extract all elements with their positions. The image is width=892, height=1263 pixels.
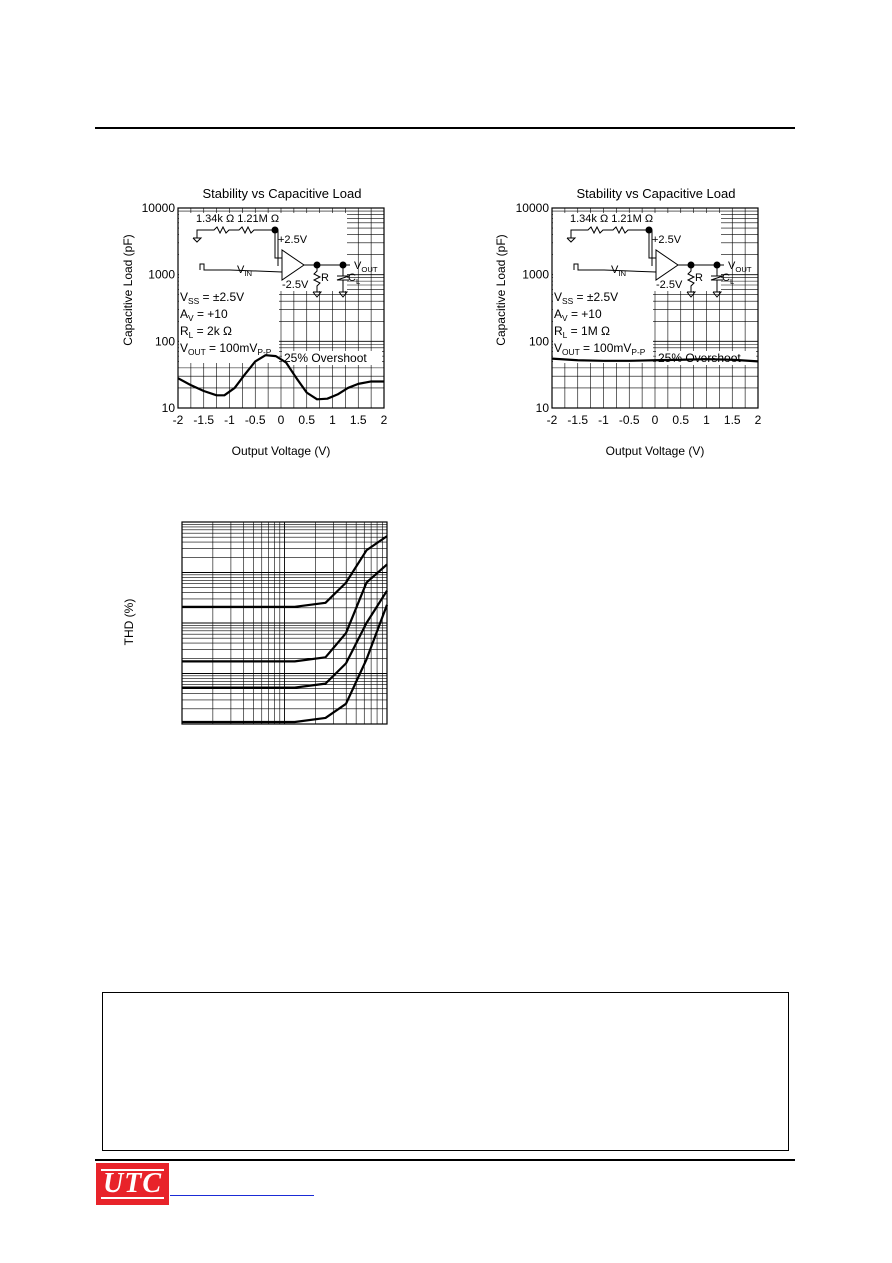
x-tick-label: 0.5 <box>298 413 316 427</box>
overshoot-annotation: 25% Overshoot <box>658 351 741 365</box>
load-capacitor-label: $C_L$ <box>348 272 361 286</box>
x-tick-label: 0 <box>277 413 285 427</box>
chart-2-xlabel: Output Voltage (V) <box>605 444 705 458</box>
chart-2-plot <box>514 200 774 450</box>
y-tick-label: 10 <box>535 401 549 415</box>
x-tick-label: -2 <box>546 413 558 427</box>
chart-3-ylabel: THD (%) <box>122 598 136 646</box>
header-rule <box>95 127 795 129</box>
chart-2-title: Stability vs Capacitive Load <box>576 186 736 201</box>
y-tick-label: 10 <box>161 401 175 415</box>
condition-line: $V_{OUT} = 100mV_{P-P}$ <box>180 341 272 357</box>
condition-line: $R_L = 1M$ Ω <box>554 324 610 340</box>
output-voltage-label: $V_{OUT}$ <box>728 260 752 274</box>
x-tick-label: -1 <box>598 413 609 427</box>
condition-line: $V_{SS} = \pm 2.5V$ <box>180 290 245 306</box>
x-tick-label: 2 <box>380 413 388 427</box>
load-resistor-label: R <box>321 272 329 284</box>
x-tick-label: 1 <box>703 413 710 427</box>
y-tick-label: 10000 <box>141 201 175 215</box>
y-tick-label: 1000 <box>148 267 175 282</box>
footer-link-underline[interactable] <box>170 1195 314 1196</box>
x-tick-label: 1.5 <box>723 413 741 427</box>
load-resistor-label: R <box>695 272 703 284</box>
supply-positive-label: +2.5V <box>278 234 308 246</box>
chart-2-ylabel: Capacitive Load (pF) <box>494 234 508 346</box>
output-voltage-label: $V_{OUT}$ <box>354 260 378 274</box>
chart-1-ylabel: Capacitive Load (pF) <box>121 234 135 346</box>
y-tick-label: 10000 <box>515 201 549 215</box>
x-tick-label: -2 <box>172 413 184 427</box>
x-tick-label: -1.5 <box>193 413 215 427</box>
resistor-values-label: 1.34k Ω 1.21M Ω <box>570 213 654 225</box>
x-tick-label: -0.5 <box>618 413 640 427</box>
resistor-values-label: 1.34k Ω 1.21M Ω <box>196 213 280 225</box>
input-voltage-label: $V_{IN}$ <box>611 264 627 278</box>
chart-1-xlabel: Output Voltage (V) <box>231 444 331 458</box>
x-tick-label: -0.5 <box>244 413 266 427</box>
x-tick-label: 1 <box>329 413 336 427</box>
x-tick-label: -1 <box>224 413 235 427</box>
condition-line: $A_V = +10$ <box>180 307 228 323</box>
supply-positive-label: +2.5V <box>652 234 682 246</box>
x-tick-label: 2 <box>754 413 762 427</box>
x-tick-label: 0.5 <box>672 413 690 427</box>
chart-1-title: Stability vs Capacitive Load <box>202 186 362 201</box>
y-tick-label: 100 <box>528 334 549 349</box>
y-tick-label: 1000 <box>522 267 549 282</box>
x-tick-label: 1.5 <box>349 413 367 427</box>
footer-rule <box>95 1159 795 1161</box>
supply-negative-label: -2.5V <box>282 279 309 291</box>
y-tick-label: 100 <box>154 334 175 349</box>
x-tick-label: -1.5 <box>567 413 589 427</box>
condition-line: $V_{SS} = \pm 2.5V$ <box>554 290 619 306</box>
load-capacitor-label: $C_L$ <box>722 272 735 286</box>
supply-negative-label: -2.5V <box>656 279 683 291</box>
utc-logo <box>96 1163 169 1205</box>
chart-3-plot <box>170 515 400 735</box>
input-voltage-label: $V_{IN}$ <box>237 264 253 278</box>
condition-line: $R_L = 2k$ Ω <box>180 324 232 340</box>
notice-box <box>102 992 789 1151</box>
overshoot-annotation: 25% Overshoot <box>284 351 367 365</box>
chart-1-plot <box>140 200 400 450</box>
condition-line: $V_{OUT} = 100mV_{P-P}$ <box>554 341 646 357</box>
utc-logo-text: UTC <box>103 1168 162 1199</box>
condition-line: $A_V = +10$ <box>554 307 602 323</box>
x-tick-label: 0 <box>651 413 659 427</box>
